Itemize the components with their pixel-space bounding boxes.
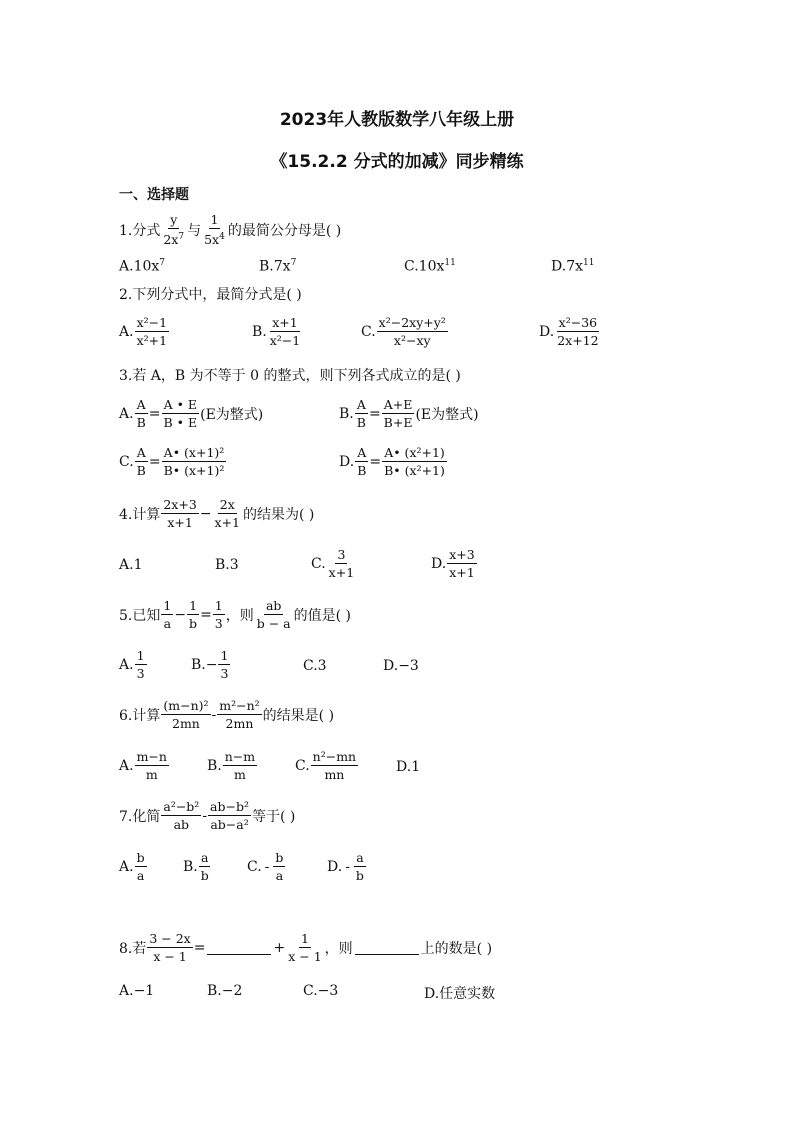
q3-option-a[interactable]: A. $\frac{A}{B}$ = $\frac{A • E}{B • E}$ (E为整式) — [119, 397, 264, 430]
section-heading: 一、选择题 — [119, 187, 189, 203]
q1-suffix: 的最简公分母是( ) — [227, 222, 342, 239]
q8-option-a[interactable]: A.−1 — [119, 983, 155, 999]
question-2: 2.下列分式中，最简分式是( ) — [119, 287, 302, 303]
q1-option-d[interactable]: $D.7x^{11}$ — [551, 258, 595, 275]
q7-option-b[interactable]: B. $\frac{a}{b}$ — [183, 850, 209, 883]
q4-fraction-1: $\frac{2x+3}{x+1}$ — [163, 497, 197, 530]
question-6: 6.计算 $\frac{\text{(m−n)²}}{2mn}$ - $\frac{\text{m²−n²}}{2mn}$ 的结果是( ) — [119, 698, 335, 731]
q3-option-d[interactable]: D. $\frac{A}{B}$ = $\frac{\text{A• (x²+1)}}{\text{B• (x²+1)}}$ — [339, 445, 445, 478]
q2-option-b[interactable]: B. $\frac{x+1}{\text{x²−1}}$ — [252, 315, 301, 348]
q7-option-a[interactable]: A. $\frac{b}{a}$ — [119, 850, 145, 883]
q5-option-b[interactable]: B. − $\frac{1}{3}$ — [191, 648, 229, 681]
q6-option-a[interactable]: A. $\frac{m-n}{m}$ — [119, 749, 167, 782]
q2-option-a[interactable]: A. $\frac{\text{x²−1}}{\text{x²+1}}$ — [119, 315, 168, 348]
q8-option-c[interactable]: C.−3 — [303, 983, 339, 999]
q2-option-c[interactable]: C. $\frac{\text{x²−2xy+y²}}{\text{x²−xy}}$ — [361, 315, 446, 348]
q5-option-c[interactable]: C. 3 — [303, 658, 327, 674]
q8-answer-blank-2[interactable] — [355, 940, 419, 955]
q8-option-d[interactable]: D.任意实数 — [424, 986, 496, 1002]
q6-option-c[interactable]: C. $\frac{\text{n²−mn}}{mn}$ — [295, 749, 357, 782]
q7-option-d[interactable]: D. - $\frac{a}{b}$ — [327, 850, 364, 883]
q5-option-a[interactable]: A. $\frac{1}{3}$ — [119, 648, 145, 681]
q1-prefix: 1.分式 — [119, 222, 161, 239]
q1-connector: 与 — [187, 222, 202, 239]
q4-option-c[interactable]: C. $\frac{3}{x+1}$ — [311, 547, 355, 580]
q5-option-d[interactable]: D. −3 — [383, 658, 419, 674]
question-5: 5.已知 $\frac{1}{a}$ − $\frac{1}{b}$ = $\frac{1}{3}$ ，则 $\frac{ab}{b - a}$ 的值是( ) — [119, 598, 351, 631]
q8-option-b[interactable]: B.−2 — [207, 983, 243, 999]
document-subtitle: 《15.2.2 分式的加减》同步精练 — [270, 152, 524, 172]
document-title: 2023年人教版数学八年级上册 — [279, 110, 515, 130]
q7-option-c[interactable]: C. - $\frac{b}{a}$ — [247, 850, 284, 883]
question-8: 8.若 $\frac{3 - 2x}{x - 1}$ = + $\frac{1}{x - 1}$ ，则 上的数是( ) — [119, 931, 493, 964]
q6-option-d[interactable]: D. 1 — [396, 759, 421, 775]
q1-fraction-1: $\frac{y}{2x^7}$ — [163, 212, 185, 248]
question-4: 4.计算 $\frac{2x+3}{x+1}$ − $\frac{2x}{x+1}$ 的结果为( ) — [119, 497, 315, 530]
question-1 — [119, 212, 341, 247]
q1-option-b[interactable]: $B.7x^7$ — [259, 258, 297, 275]
q4-option-b[interactable]: B. 3 — [215, 557, 239, 573]
q1-option-a[interactable]: $A.10x^7$ — [119, 258, 166, 275]
question-3: 3.若 A，B 为不等于 0 的整式，则下列各式成立的是( ) — [119, 368, 461, 384]
q3-option-b[interactable]: B. $\frac{A}{B}$ = $\frac{A+E}{B+E}$ (E为整式) — [339, 397, 479, 430]
q8-answer-blank-1[interactable] — [207, 940, 271, 955]
q4-option-a[interactable]: A. 1 — [119, 557, 143, 573]
q1-fraction-2: $\frac{1}{5x^4}$ — [204, 212, 225, 248]
q2-option-d[interactable]: D. $\frac{\text{x²−36}}{2x+12}$ — [539, 315, 599, 348]
q6-option-b[interactable]: B. $\frac{n-m}{m}$ — [207, 749, 256, 782]
question-7: 7.化简 $\frac{\text{a²−b²}}{ab}$ - $\frac{\text{ab−b²}}{\text{ab−a²}}$ 等于( ) — [119, 799, 296, 832]
q1-option-c[interactable]: $C.10x^{11}$ — [404, 258, 456, 275]
q4-fraction-2: $\frac{2x}{x+1}$ — [214, 497, 241, 530]
q4-option-d[interactable]: D. $\frac{x+3}{x+1}$ — [431, 547, 475, 580]
q3-option-c[interactable]: C. $\frac{A}{B}$ = $\frac{\text{A• (x+1)²}}{\text{B• (x+1)²}}$ — [119, 445, 225, 478]
